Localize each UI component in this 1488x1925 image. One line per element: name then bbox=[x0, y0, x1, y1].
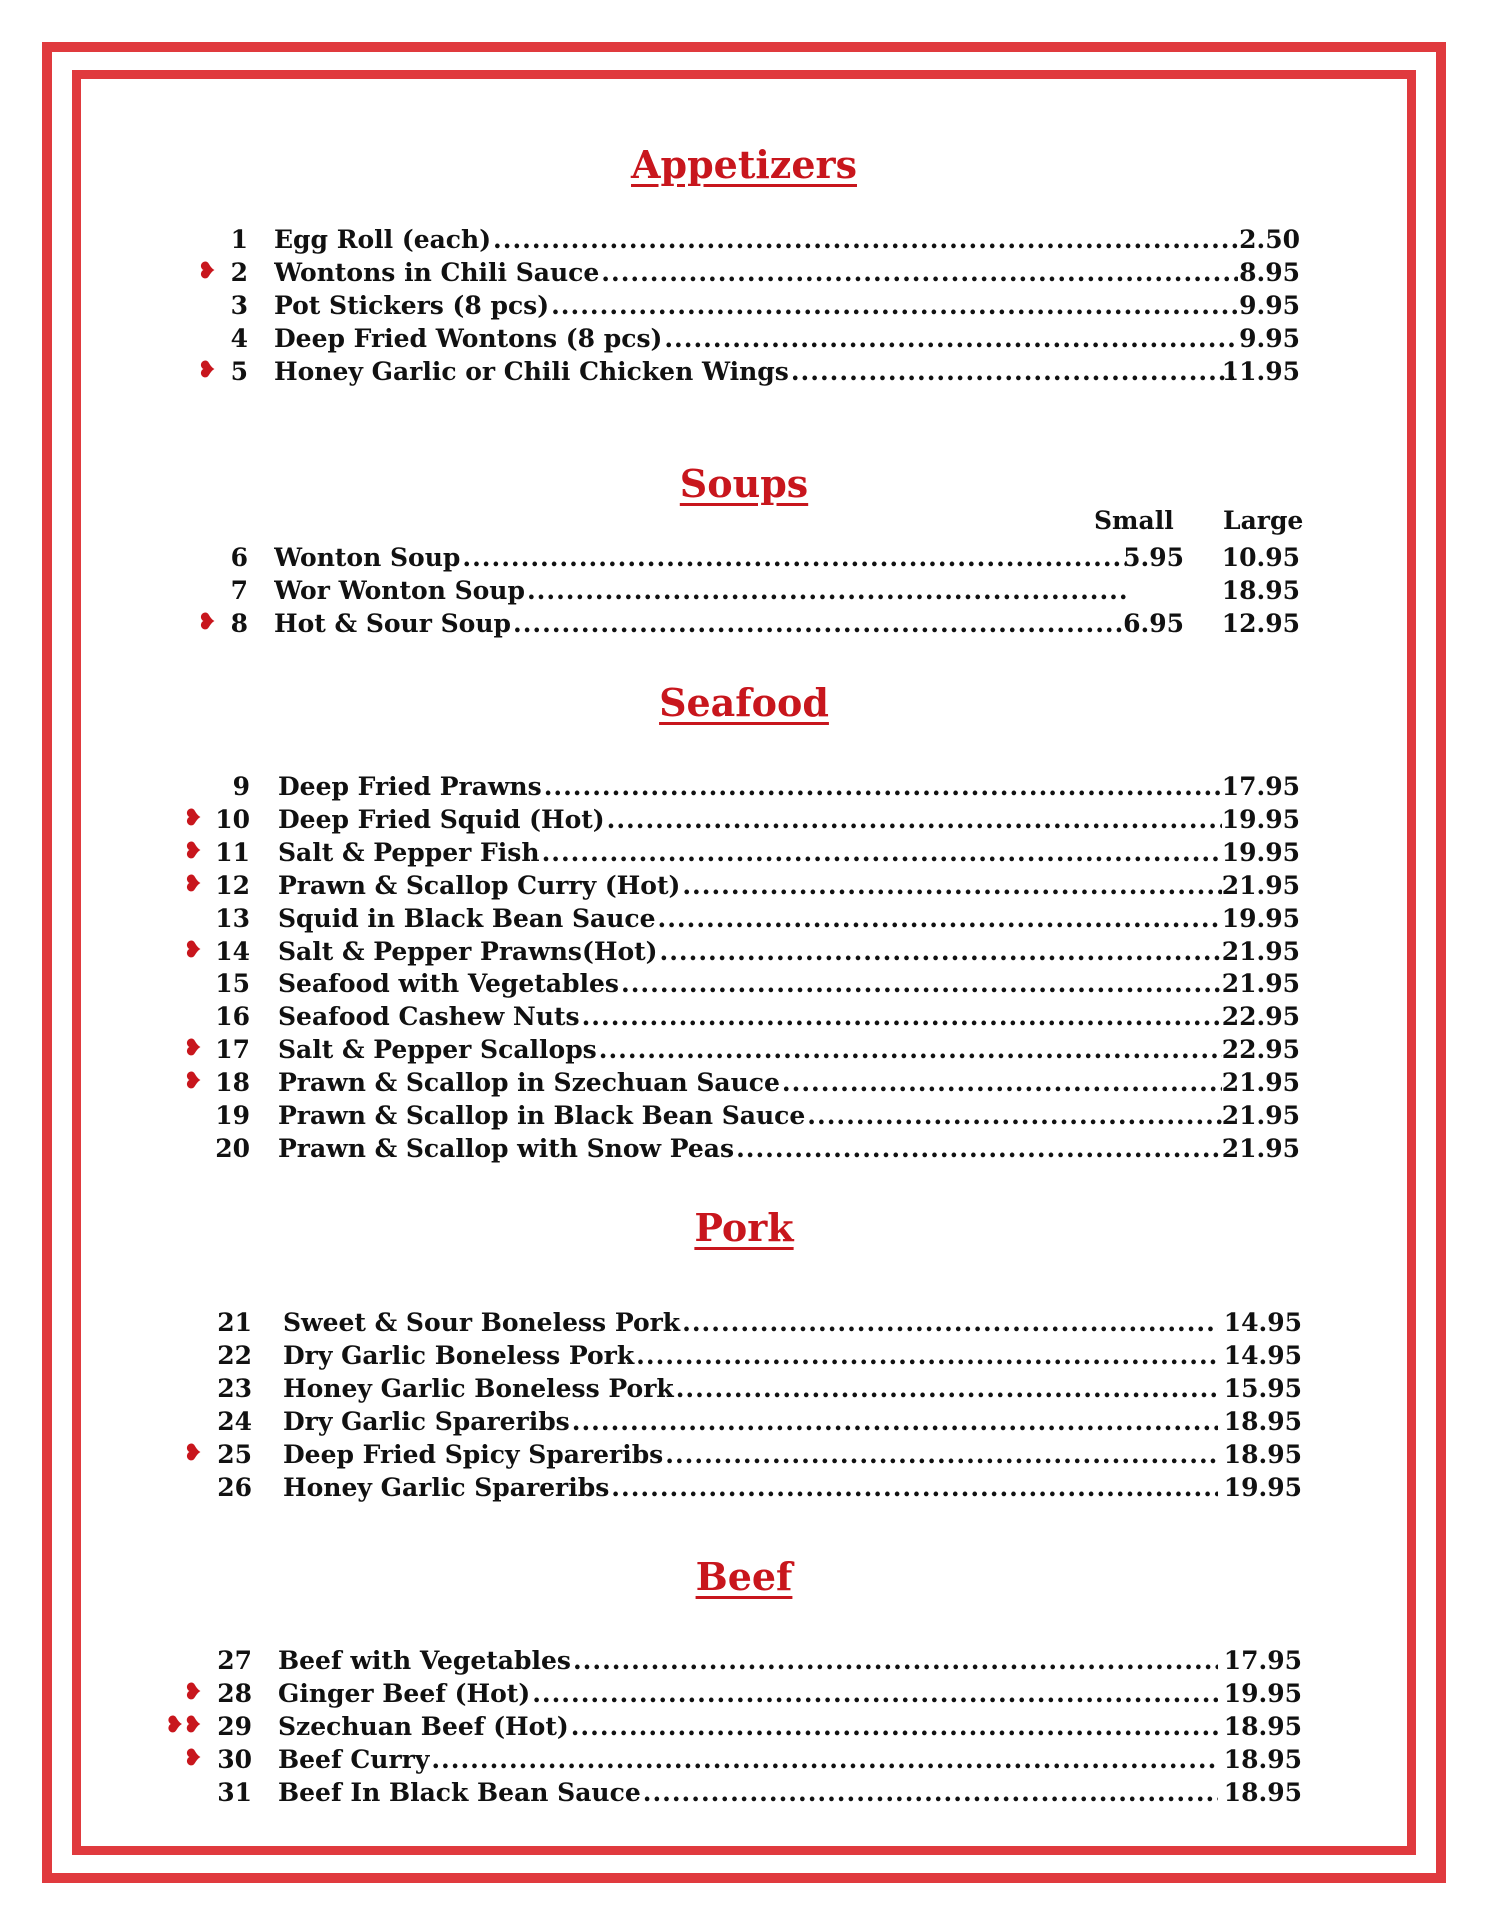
chili-pepper-icon: ❥❥ bbox=[165, 1711, 202, 1738]
item-price: 14.95 bbox=[1223, 1308, 1302, 1337]
item-name-with-leader bbox=[278, 1776, 1218, 1809]
item-name-with-leader bbox=[274, 322, 1238, 355]
menu-item-row bbox=[0, 607, 1488, 640]
menu-item-row bbox=[0, 770, 1488, 803]
menu-item-row bbox=[0, 574, 1488, 607]
item-number: 1 bbox=[230, 225, 248, 254]
item-name-with-leader bbox=[283, 1306, 1218, 1339]
item-number: 3 bbox=[230, 290, 248, 320]
chili-pepper-icon: ❥ bbox=[183, 1678, 202, 1705]
item-number: 22 bbox=[217, 1340, 252, 1370]
item-price: 19.95 bbox=[1221, 804, 1300, 834]
menu-item-row bbox=[0, 1372, 1488, 1405]
item-number: 30 bbox=[217, 1744, 252, 1774]
item-price: 21.95 bbox=[1221, 1068, 1300, 1098]
menu-item-row bbox=[0, 1132, 1488, 1165]
chili-pepper-icon: ❥ bbox=[197, 356, 216, 383]
item-number: 9 bbox=[232, 772, 250, 801]
item-price: 18.95 bbox=[1223, 1439, 1302, 1469]
item-name: Wor Wonton Soup bbox=[274, 575, 525, 605]
dot-leader bbox=[664, 322, 1238, 355]
menu-item-row bbox=[0, 1644, 1488, 1677]
item-number: 18 bbox=[215, 1068, 250, 1098]
menu-item-row bbox=[0, 223, 1488, 256]
item-price: 15.95 bbox=[1223, 1373, 1302, 1403]
dot-leader bbox=[582, 1000, 1222, 1033]
item-price: 22.95 bbox=[1221, 1002, 1300, 1032]
menu-item-row bbox=[0, 289, 1488, 322]
section-title-seafood: Seafood bbox=[659, 680, 829, 725]
menu-item-row bbox=[0, 869, 1488, 902]
menu-item-row bbox=[0, 541, 1488, 574]
menu-item-row bbox=[0, 1306, 1488, 1339]
item-name: Pot Stickers (8 pcs) bbox=[274, 290, 550, 320]
item-name: Szechuan Beef (Hot) bbox=[278, 1711, 569, 1741]
section-title-beef: Beef bbox=[695, 1554, 793, 1599]
item-price-small: 5.95 bbox=[1123, 543, 1184, 572]
dot-leader bbox=[643, 1776, 1218, 1809]
dot-leader bbox=[551, 289, 1238, 322]
item-number: 23 bbox=[217, 1373, 252, 1403]
item-name-with-leader bbox=[278, 869, 1222, 902]
item-name-with-leader bbox=[278, 1099, 1222, 1132]
item-name-with-leader bbox=[274, 541, 1126, 574]
dot-leader bbox=[542, 836, 1222, 869]
item-name: Beef Curry bbox=[278, 1744, 430, 1774]
item-name: Dry Garlic Spareribs bbox=[283, 1406, 570, 1436]
menu-item-row bbox=[0, 935, 1488, 968]
item-name-with-leader bbox=[278, 902, 1222, 935]
dot-leader bbox=[607, 803, 1222, 836]
item-name: Seafood with Vegetables bbox=[278, 969, 619, 999]
dot-leader bbox=[658, 902, 1222, 935]
menu-item-row bbox=[0, 1066, 1488, 1099]
item-price: 14.95 bbox=[1223, 1340, 1302, 1370]
item-name-with-leader bbox=[274, 289, 1238, 322]
menu-item-row bbox=[0, 1743, 1488, 1776]
dot-leader bbox=[513, 607, 1126, 640]
dot-leader bbox=[676, 1372, 1218, 1405]
item-price: 19.95 bbox=[1221, 903, 1300, 933]
menu-item-row bbox=[0, 902, 1488, 935]
item-price: 9.95 bbox=[1239, 323, 1300, 353]
item-number: 10 bbox=[215, 804, 250, 834]
menu-item-row bbox=[0, 803, 1488, 836]
item-number: 14 bbox=[215, 936, 250, 966]
item-price: 18.95 bbox=[1223, 1777, 1302, 1807]
soups-small-header: Small bbox=[1094, 506, 1174, 535]
item-number: 21 bbox=[217, 1308, 252, 1337]
dot-leader bbox=[682, 869, 1222, 902]
item-name: Honey Garlic Boneless Pork bbox=[283, 1373, 674, 1403]
item-price: 22.95 bbox=[1221, 1035, 1300, 1065]
dot-leader bbox=[493, 223, 1238, 256]
dot-leader bbox=[572, 1405, 1218, 1438]
item-name: Deep Fried Wontons (8 pcs) bbox=[274, 323, 663, 353]
dot-leader bbox=[621, 967, 1222, 1000]
chili-pepper-icon: ❥ bbox=[183, 1035, 202, 1062]
item-name: Prawn & Scallop Curry (Hot) bbox=[278, 870, 681, 900]
item-price: 21.95 bbox=[1221, 870, 1300, 900]
chili-pepper-icon: ❥ bbox=[183, 1068, 202, 1095]
dot-leader bbox=[791, 355, 1238, 388]
menu-item-row bbox=[0, 1099, 1488, 1132]
item-price: 17.95 bbox=[1223, 1646, 1302, 1675]
item-name: Salt & Pepper Prawns(Hot) bbox=[278, 936, 658, 966]
item-name: Honey Garlic or Chili Chicken Wings bbox=[274, 356, 789, 386]
menu-item-row bbox=[0, 322, 1488, 355]
item-name-with-leader bbox=[283, 1405, 1218, 1438]
item-price: 18.95 bbox=[1223, 1406, 1302, 1436]
soups-large-header: Large bbox=[1223, 506, 1304, 535]
section-title-appetizers: Appetizers bbox=[631, 142, 857, 187]
chili-pepper-icon: ❥ bbox=[183, 870, 202, 897]
item-number: 7 bbox=[230, 575, 248, 605]
dot-leader bbox=[571, 1710, 1218, 1743]
item-name: Wontons in Chili Sauce bbox=[274, 257, 600, 287]
item-name: Prawn & Scallop in Szechuan Sauce bbox=[278, 1068, 780, 1098]
item-name: Egg Roll (each) bbox=[274, 225, 492, 254]
item-name-with-leader bbox=[274, 607, 1126, 640]
chili-pepper-icon: ❥ bbox=[197, 257, 216, 284]
item-name-with-leader bbox=[283, 1471, 1218, 1504]
dot-leader bbox=[665, 1438, 1218, 1471]
dot-leader bbox=[601, 256, 1238, 289]
item-name-with-leader bbox=[278, 1033, 1222, 1066]
item-name-with-leader bbox=[278, 1644, 1218, 1677]
item-number: 28 bbox=[217, 1678, 252, 1708]
item-number: 17 bbox=[215, 1035, 250, 1065]
menu-item-row bbox=[0, 1776, 1488, 1809]
item-number: 5 bbox=[230, 356, 248, 386]
item-name-with-leader bbox=[278, 1710, 1218, 1743]
section-title-soups: Soups bbox=[679, 461, 809, 506]
item-price-large: 10.95 bbox=[1221, 543, 1300, 572]
item-name-with-leader bbox=[274, 574, 1126, 607]
item-number: 27 bbox=[217, 1646, 252, 1675]
dot-leader bbox=[636, 1339, 1218, 1372]
item-number: 31 bbox=[217, 1777, 252, 1807]
dot-leader bbox=[660, 935, 1223, 968]
item-price: 18.95 bbox=[1223, 1711, 1302, 1741]
item-price: 21.95 bbox=[1221, 936, 1300, 966]
menu-item-row bbox=[0, 1677, 1488, 1710]
item-name: Deep Fried Spicy Spareribs bbox=[283, 1439, 664, 1469]
item-name-with-leader bbox=[283, 1372, 1218, 1405]
item-price: 8.95 bbox=[1239, 257, 1300, 287]
item-number: 25 bbox=[217, 1439, 252, 1469]
item-name-with-leader bbox=[278, 967, 1222, 1000]
menu-item-row bbox=[0, 1405, 1488, 1438]
item-name-with-leader bbox=[278, 803, 1222, 836]
chili-pepper-icon: ❥ bbox=[183, 804, 202, 831]
menu-item-row bbox=[0, 1471, 1488, 1504]
item-name-with-leader bbox=[278, 935, 1222, 968]
item-price: 19.95 bbox=[1223, 1678, 1302, 1708]
dot-leader bbox=[573, 1644, 1218, 1677]
menu-item-row bbox=[0, 256, 1488, 289]
item-number: 29 bbox=[217, 1711, 252, 1741]
chili-pepper-icon: ❥ bbox=[183, 936, 202, 963]
item-number: 12 bbox=[215, 870, 250, 900]
item-price: 19.95 bbox=[1221, 837, 1300, 867]
item-name: Deep Fried Prawns bbox=[278, 772, 542, 801]
dot-leader bbox=[782, 1066, 1222, 1099]
item-number: 26 bbox=[217, 1472, 252, 1502]
dot-leader bbox=[431, 1743, 1218, 1776]
item-name-with-leader bbox=[278, 1066, 1222, 1099]
menu-item-row bbox=[0, 1710, 1488, 1743]
item-name-with-leader bbox=[278, 770, 1222, 803]
item-name: Sweet & Sour Boneless Pork bbox=[283, 1308, 681, 1337]
item-number: 16 bbox=[215, 1002, 250, 1032]
item-number: 4 bbox=[230, 323, 248, 353]
dot-leader bbox=[544, 770, 1222, 803]
item-number: 6 bbox=[230, 543, 248, 572]
item-number: 8 bbox=[230, 608, 248, 638]
item-price: 18.95 bbox=[1223, 1744, 1302, 1774]
item-name: Honey Garlic Spareribs bbox=[283, 1472, 610, 1502]
item-number: 11 bbox=[215, 837, 250, 867]
item-name: Dry Garlic Boneless Pork bbox=[283, 1340, 635, 1370]
menu-item-row bbox=[0, 1000, 1488, 1033]
item-name: Wonton Soup bbox=[274, 543, 461, 572]
item-price: 21.95 bbox=[1221, 969, 1300, 999]
menu-item-row bbox=[0, 355, 1488, 388]
chili-pepper-icon: ❥ bbox=[183, 1744, 202, 1771]
item-name: Prawn & Scallop in Black Bean Sauce bbox=[278, 1101, 806, 1130]
menu-item-row bbox=[0, 836, 1488, 869]
item-name: Beef with Vegetables bbox=[278, 1646, 571, 1675]
dot-leader bbox=[462, 541, 1126, 574]
chili-pepper-icon: ❥ bbox=[183, 1439, 202, 1466]
item-name-with-leader bbox=[278, 1000, 1222, 1033]
item-name-with-leader bbox=[283, 1339, 1218, 1372]
dot-leader bbox=[527, 574, 1126, 607]
item-name: Salt & Pepper Scallops bbox=[278, 1035, 597, 1065]
item-price: 19.95 bbox=[1223, 1472, 1302, 1502]
item-name: Deep Fried Squid (Hot) bbox=[278, 804, 605, 834]
item-name-with-leader bbox=[274, 223, 1238, 256]
chili-pepper-icon: ❥ bbox=[197, 608, 216, 635]
item-name: Hot & Sour Soup bbox=[274, 608, 511, 638]
item-name-with-leader bbox=[283, 1438, 1218, 1471]
item-name-with-leader bbox=[278, 1677, 1218, 1710]
item-price: 21.95 bbox=[1221, 1133, 1300, 1163]
item-number: 19 bbox=[215, 1101, 250, 1130]
item-name-with-leader bbox=[278, 836, 1222, 869]
menu-item-row bbox=[0, 967, 1488, 1000]
item-price: 9.95 bbox=[1239, 290, 1300, 320]
item-number: 20 bbox=[215, 1133, 250, 1163]
item-price-large: 12.95 bbox=[1221, 608, 1300, 638]
dot-leader bbox=[682, 1306, 1218, 1339]
item-number: 15 bbox=[215, 969, 250, 999]
item-price-large: 18.95 bbox=[1221, 575, 1300, 605]
item-name: Beef In Black Bean Sauce bbox=[278, 1777, 641, 1807]
item-number: 2 bbox=[230, 257, 248, 287]
item-name: Seafood Cashew Nuts bbox=[278, 1002, 580, 1032]
menu-item-row bbox=[0, 1438, 1488, 1471]
menu-item-row bbox=[0, 1033, 1488, 1066]
item-price-small: 6.95 bbox=[1123, 608, 1184, 638]
item-number: 24 bbox=[217, 1406, 252, 1436]
chili-pepper-icon: ❥ bbox=[183, 837, 202, 864]
item-name: Prawn & Scallop with Snow Peas bbox=[278, 1133, 735, 1163]
dot-leader bbox=[807, 1099, 1222, 1132]
dot-leader bbox=[599, 1033, 1222, 1066]
item-price: 17.95 bbox=[1221, 772, 1300, 801]
item-price: 2.50 bbox=[1239, 225, 1300, 254]
dot-leader bbox=[611, 1471, 1218, 1504]
item-price: 11.95 bbox=[1221, 356, 1300, 386]
item-name: Ginger Beef (Hot) bbox=[278, 1678, 531, 1708]
item-price: 21.95 bbox=[1221, 1101, 1300, 1130]
item-name: Squid in Black Bean Sauce bbox=[278, 903, 656, 933]
item-name-with-leader bbox=[278, 1132, 1222, 1165]
item-name-with-leader bbox=[274, 256, 1238, 289]
item-name: Salt & Pepper Fish bbox=[278, 837, 540, 867]
dot-leader bbox=[736, 1132, 1222, 1165]
item-name-with-leader bbox=[274, 355, 1238, 388]
item-number: 13 bbox=[215, 903, 250, 933]
section-title-pork: Pork bbox=[694, 1205, 794, 1250]
menu-item-row bbox=[0, 1339, 1488, 1372]
item-name-with-leader bbox=[278, 1743, 1218, 1776]
dot-leader bbox=[532, 1677, 1218, 1710]
